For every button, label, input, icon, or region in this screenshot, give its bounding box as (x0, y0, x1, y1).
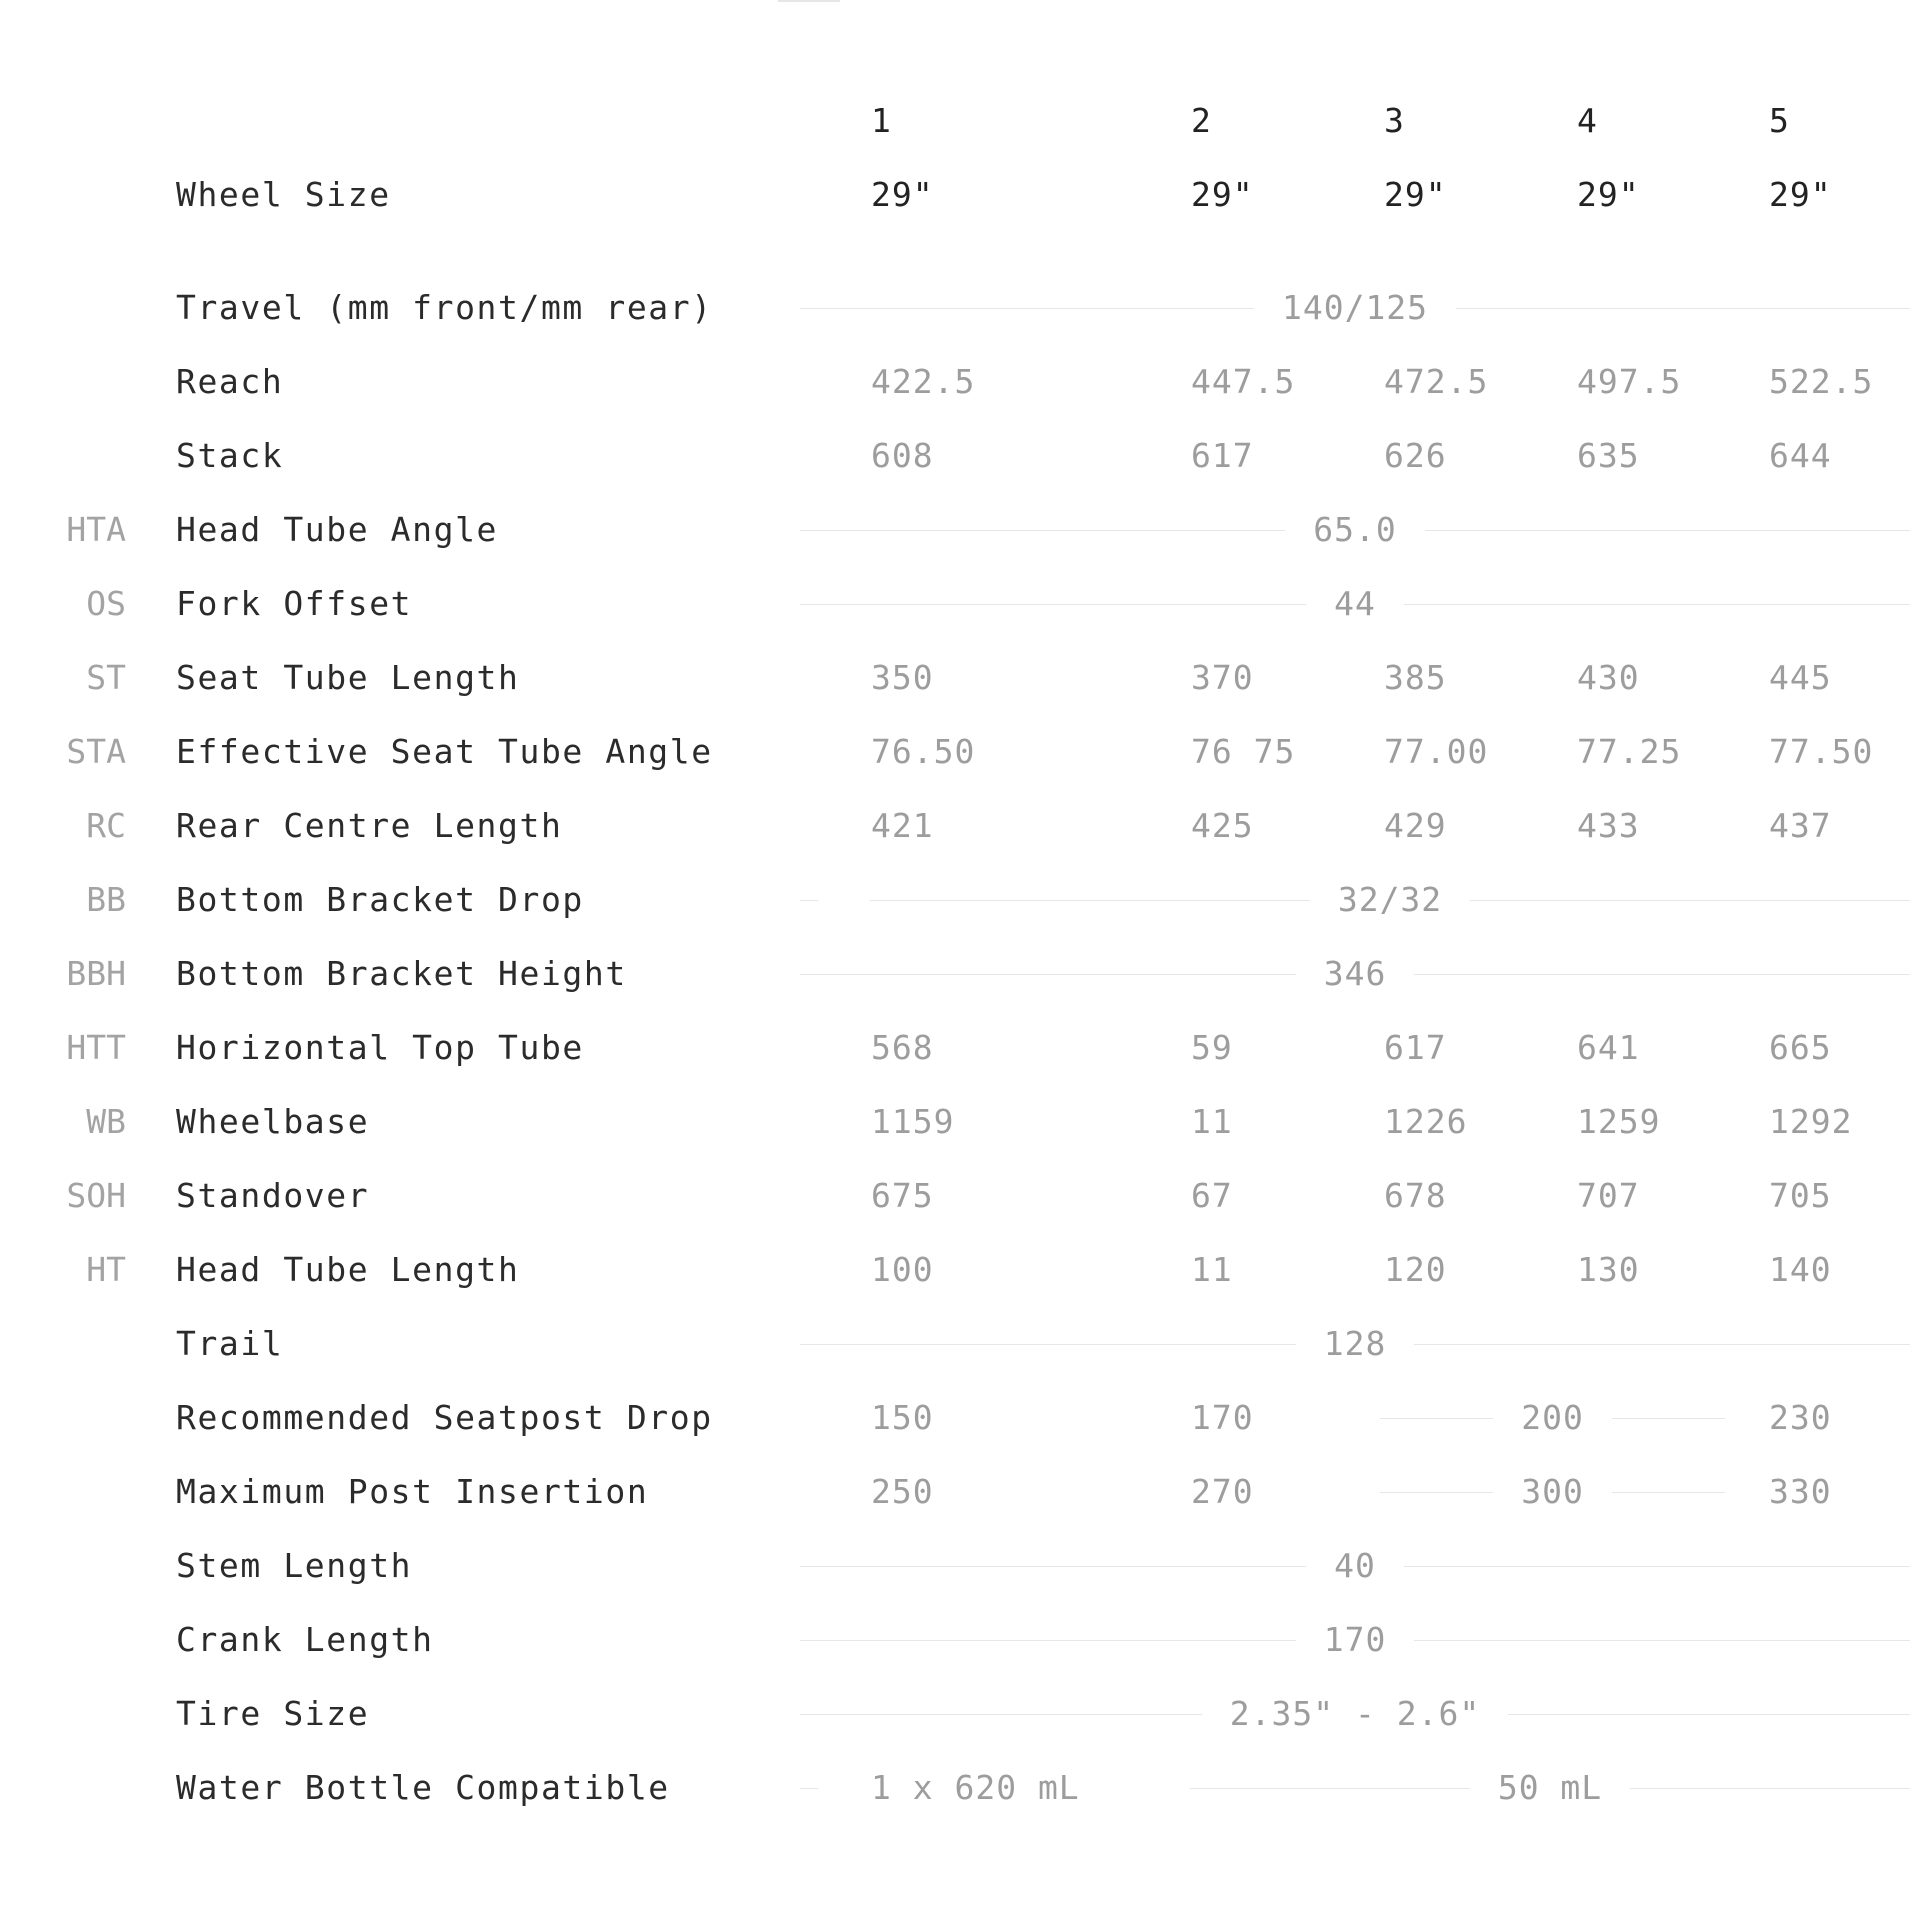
row-seat-tube-length (0, 641, 1920, 715)
row-recommended-seatpost-drop (0, 1381, 1920, 1455)
value-size-5: 230 (1769, 1398, 1832, 1437)
row-label: Reach (176, 362, 284, 401)
value-size-1: 76.50 (871, 732, 976, 771)
value-size-5: 330 (1769, 1472, 1832, 1511)
row-label: Recommended Seatpost Drop (176, 1398, 713, 1437)
row-abbreviation: BB (86, 880, 126, 919)
spanning-value-sizes-2-5 (1190, 1751, 1910, 1825)
shared-value: 50 mL (1497, 1768, 1603, 1807)
row-effective-seat-tube-angle (0, 715, 1920, 789)
size-header-5: 5 (1769, 101, 1790, 140)
value-size-1: 608 (871, 436, 934, 475)
row-fork-offset (0, 567, 1920, 641)
row-rear-centre-length (0, 789, 1920, 863)
row-tire-size (0, 1677, 1920, 1751)
row-abbreviation: HTT (66, 1028, 126, 1067)
value-size-1: 568 (871, 1028, 934, 1067)
value-size-2: 11 (1191, 1250, 1233, 1289)
row-label: Water Bottle Compatible (176, 1768, 670, 1807)
row-label: Head Tube Angle (176, 510, 499, 549)
value-size-1: 1159 (871, 1102, 955, 1141)
row-crank-length (0, 1603, 1920, 1677)
row-label: Wheel Size (176, 175, 391, 214)
row-label: Standover (176, 1176, 370, 1215)
value-size-1: 422.5 (871, 362, 976, 401)
row-abbreviation: STA (66, 732, 126, 771)
shared-value: 65.0 (1313, 510, 1397, 549)
shared-value: 346 (1323, 954, 1387, 993)
spanning-value (800, 1529, 1910, 1603)
value-size-3: 472.5 (1384, 362, 1489, 401)
row-wheel-size (0, 158, 1920, 232)
row-maximum-post-insertion (0, 1455, 1920, 1529)
row-abbreviation: ST (86, 658, 126, 697)
value-size-5: 437 (1769, 806, 1832, 845)
value-size-4: 497.5 (1577, 362, 1682, 401)
value-size-4: 77.25 (1577, 732, 1682, 771)
row-standover (0, 1159, 1920, 1233)
row-abbreviation: WB (86, 1102, 126, 1141)
value-size-5: 140 (1769, 1250, 1832, 1289)
value-size-3: 385 (1384, 658, 1447, 697)
value-size-2: 29" (1191, 175, 1254, 214)
row-label: Rear Centre Length (176, 806, 563, 845)
value-size-5: 665 (1769, 1028, 1832, 1067)
value-size-5: 522.5 (1769, 362, 1874, 401)
row-reach (0, 345, 1920, 419)
row-label: Bottom Bracket Drop (176, 880, 584, 919)
spanning-value (800, 937, 1910, 1011)
size-header-2: 2 (1191, 101, 1212, 140)
value-size-3: 617 (1384, 1028, 1447, 1067)
shared-value: 2.35" - 2.6" (1229, 1694, 1481, 1733)
row-label: Horizontal Top Tube (176, 1028, 584, 1067)
value-size-2: 370 (1191, 658, 1254, 697)
value-size-1: 150 (871, 1398, 934, 1437)
value-size-4: 707 (1577, 1176, 1640, 1215)
value-size-3: 429 (1384, 806, 1447, 845)
shared-value: 44 (1334, 584, 1376, 623)
value-size-2: 425 (1191, 806, 1254, 845)
spanning-value (800, 1677, 1910, 1751)
value-size-4: 430 (1577, 658, 1640, 697)
size-header-3: 3 (1384, 101, 1405, 140)
value-size-2: 170 (1191, 1398, 1254, 1437)
row-label: Seat Tube Length (176, 658, 520, 697)
row-trail (0, 1307, 1920, 1381)
row-label: Effective Seat Tube Angle (176, 732, 713, 771)
row-label: Wheelbase (176, 1102, 370, 1141)
row-label: Maximum Post Insertion (176, 1472, 649, 1511)
value-size-5: 77.50 (1769, 732, 1874, 771)
value-size-2: 270 (1191, 1472, 1254, 1511)
value-size-3: 626 (1384, 436, 1447, 475)
row-label: Bottom Bracket Height (176, 954, 627, 993)
span-line (800, 1788, 818, 1789)
value-size-5: 705 (1769, 1176, 1832, 1215)
row-abbreviation: BBH (66, 954, 126, 993)
row-wheelbase (0, 1085, 1920, 1159)
value-size-2: 11 (1191, 1102, 1233, 1141)
size-header-1: 1 (871, 101, 892, 140)
value-size-1: 29" (871, 175, 934, 214)
value-size-2: 76 75 (1191, 732, 1296, 771)
value-size-1: 350 (871, 658, 934, 697)
value-size-2: 59 (1191, 1028, 1233, 1067)
spanning-value (870, 863, 1910, 937)
value-size-2: 447.5 (1191, 362, 1296, 401)
value-size-3: 77.00 (1384, 732, 1489, 771)
value-size-1: 1 x 620 mL (871, 1768, 1080, 1807)
value-size-5: 29" (1769, 175, 1832, 214)
value-size-1: 100 (871, 1250, 934, 1289)
value-size-3: 678 (1384, 1176, 1447, 1215)
value-size-2: 617 (1191, 436, 1254, 475)
shared-value: 300 (1521, 1472, 1584, 1511)
row-label: Stack (176, 436, 284, 475)
row-label: Trail (176, 1324, 284, 1363)
value-size-3: 29" (1384, 175, 1447, 214)
row-abbreviation: OS (86, 584, 126, 623)
row-abbreviation: RC (86, 806, 126, 845)
size-header-row (0, 84, 1920, 158)
row-label: Crank Length (176, 1620, 434, 1659)
value-size-4: 29" (1577, 175, 1640, 214)
spanning-value (800, 493, 1910, 567)
shared-value: 170 (1323, 1620, 1387, 1659)
row-abbreviation: HT (86, 1250, 126, 1289)
row-stem-length (0, 1529, 1920, 1603)
row-travel (0, 271, 1920, 345)
value-size-4: 641 (1577, 1028, 1640, 1067)
row-water-bottle-compatible (0, 1751, 1920, 1825)
shared-value: 200 (1521, 1398, 1584, 1437)
row-label: Tire Size (176, 1694, 370, 1733)
value-size-2: 67 (1191, 1176, 1233, 1215)
shared-value: 32/32 (1337, 880, 1443, 919)
row-horizontal-top-tube (0, 1011, 1920, 1085)
value-size-3: 1226 (1384, 1102, 1468, 1141)
spanning-value-sizes-3-4 (1380, 1455, 1725, 1529)
spanning-value (800, 1603, 1910, 1677)
row-abbreviation: SOH (66, 1176, 126, 1215)
row-bottom-bracket-drop (0, 863, 1920, 937)
row-label: Travel (mm front/mm rear) (176, 288, 713, 327)
row-label: Head Tube Length (176, 1250, 520, 1289)
row-stack (0, 419, 1920, 493)
size-header-4: 4 (1577, 101, 1598, 140)
value-size-5: 1292 (1769, 1102, 1853, 1141)
row-label: Stem Length (176, 1546, 413, 1585)
spanning-value (800, 567, 1910, 641)
row-head-tube-angle (0, 493, 1920, 567)
value-size-1: 675 (871, 1176, 934, 1215)
value-size-5: 644 (1769, 436, 1832, 475)
row-abbreviation: HTA (66, 510, 126, 549)
value-size-4: 635 (1577, 436, 1640, 475)
spanning-value (800, 1307, 1910, 1381)
row-bottom-bracket-height (0, 937, 1920, 1011)
row-label: Fork Offset (176, 584, 413, 623)
spanning-value (800, 271, 1910, 345)
shared-value: 128 (1323, 1324, 1387, 1363)
shared-value: 40 (1334, 1546, 1376, 1585)
spanning-value-sizes-3-4 (1380, 1381, 1725, 1455)
value-size-5: 445 (1769, 658, 1832, 697)
row-head-tube-length (0, 1233, 1920, 1307)
value-size-4: 433 (1577, 806, 1640, 845)
value-size-4: 130 (1577, 1250, 1640, 1289)
span-line (800, 900, 818, 901)
shared-value: 140/125 (1281, 288, 1429, 327)
value-size-1: 250 (871, 1472, 934, 1511)
value-size-3: 120 (1384, 1250, 1447, 1289)
value-size-4: 1259 (1577, 1102, 1661, 1141)
value-size-1: 421 (871, 806, 934, 845)
